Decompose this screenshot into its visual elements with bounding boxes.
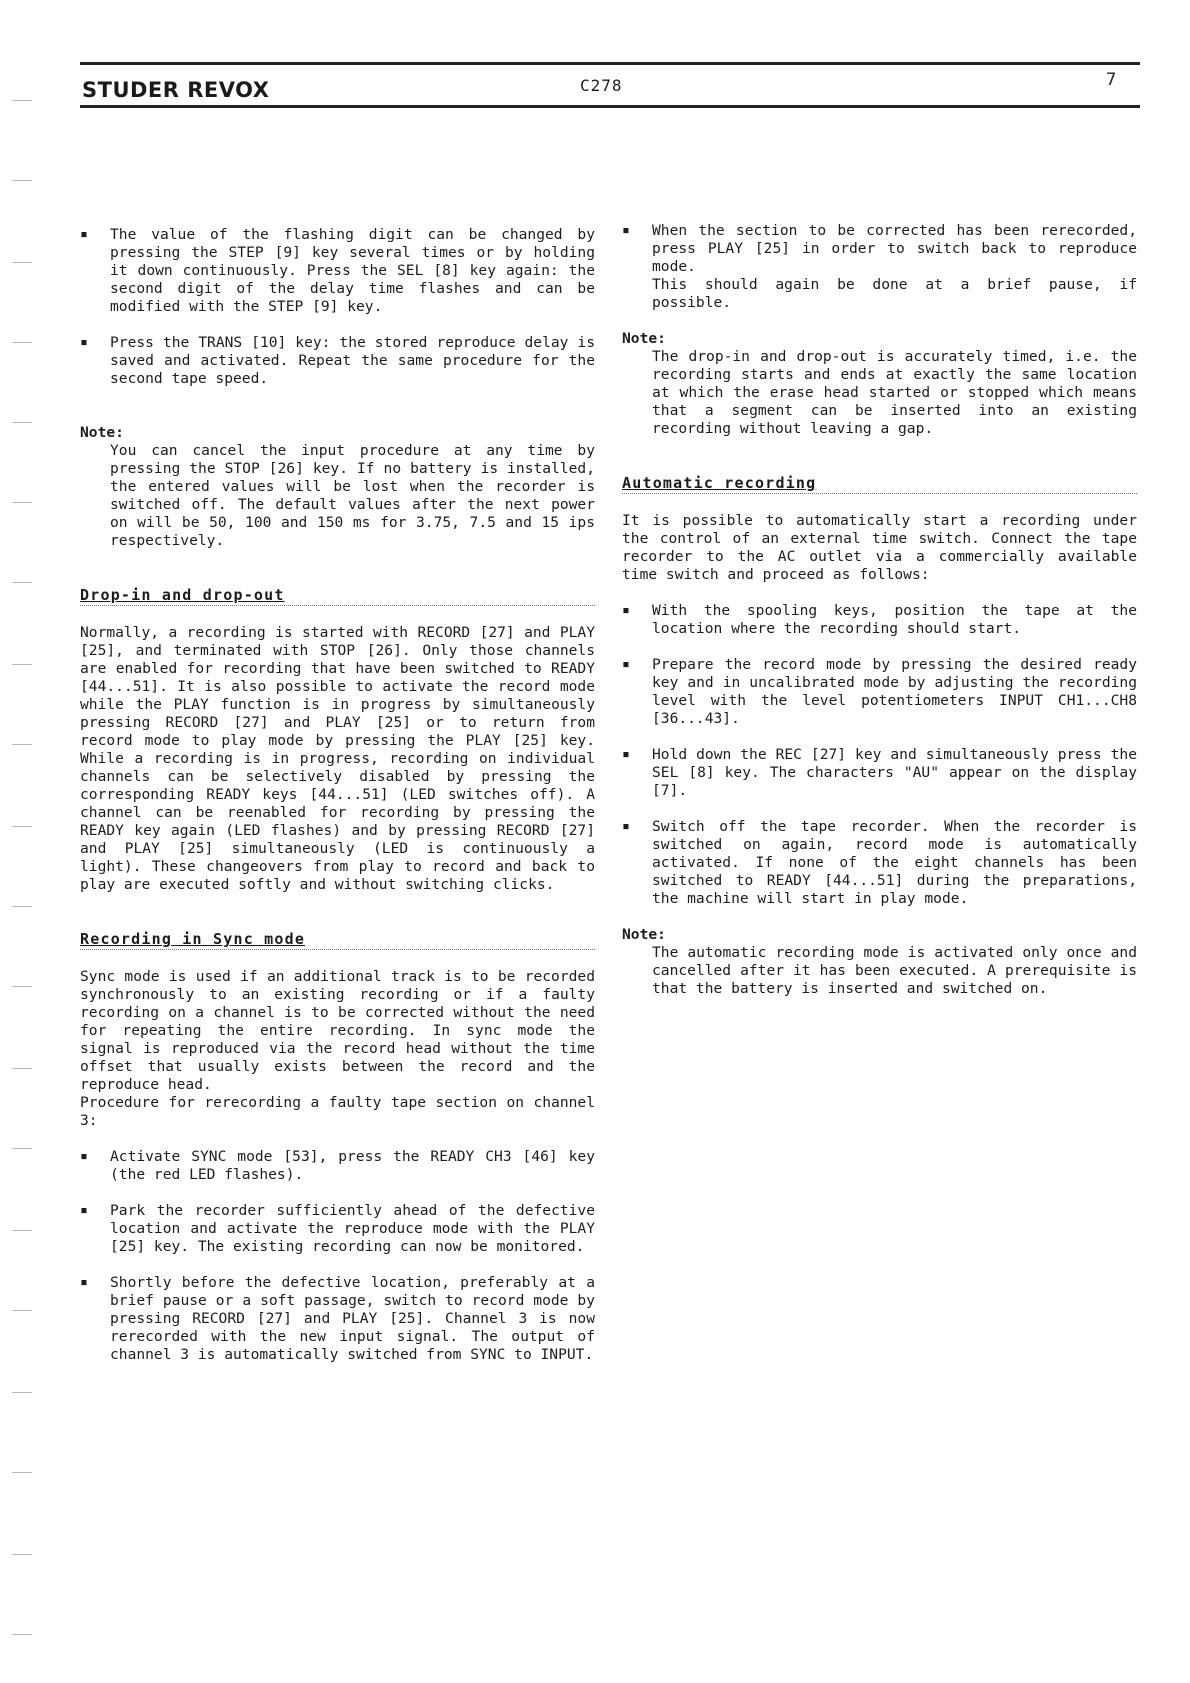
note-text: The drop-in and drop-out is accurately timed, i.e. the recording starts and ends at exactly the same location at which the erase head started or stopped which means that a segment can be inserted into an existing recording without leaving a gap. [652,348,1137,437]
left-column [80,226,595,1364]
paragraph-drop-in: Normally, a recording is started with RECORD [27] and PLAY [25], and terminated with STOP [26]. Only those channels are enabled for recording that have been switched to READY [44...51]. It is also possible to activate the record mode while the PLAY function is in progress by simultaneously pressing RECORD [27] and PLAY [25] or to return from record mode to play mode by pressing the PLAY [25] key. While a recording is in progress, recording on individual channels can be selectively disabled by pressing the corresponding READY keys [44...51] (LED switches off). A channel can be reenabled for recording by pressing the READY key again (LED flashes) and by pressing RECORD [27] and PLAY [25] simultaneously (LED is continuously a light). These changeovers from play to record and back to play are executed softly and without switching clicks. [80,624,595,893]
model-number: C278 [580,76,623,95]
bullet-section-rerecorded-cont: This should again be done at a brief pause, if possible. [652,276,1137,311]
note-label: Note: [622,330,666,347]
heading-sync-mode: Recording in Sync mode [80,930,595,950]
heading-drop-in: Drop-in and drop-out [80,586,595,606]
note-cancel [80,424,595,550]
right-column [622,222,1137,998]
note-automatic-once [622,926,1137,998]
bullet-spooling-keys: ▪ With the spooling keys, position the tape at the location where the recording should start. [622,602,1137,638]
paragraph-sync-mode: Sync mode is used if an additional track is to be recorded synchronously to an existing recording or if a faulty recording on a channel is to be corrected without the need for repeating the entire recording. In sync mode the signal is reproduced via the record head without the time offset that usually exists between the record and the reproduce head. [80,968,595,1093]
paragraph-sync-procedure: Procedure for rerecording a faulty tape section on channel 3: [80,1094,595,1129]
heading-automatic-recording: Automatic recording [622,474,1137,494]
header-rule-bottom [80,105,1140,108]
bullet-hold-rec: ▪ Hold down the REC [27] key and simultaneously press the SEL [8] key. The characters "AU" appear on the display [7]. [622,746,1137,800]
bullet-park-recorder: ▪ Park the recorder sufficiently ahead of the defective location and activate the reproduce mode with the PLAY [25] key. The existing recording can now be monitored. [80,1202,595,1256]
bullet-step-key: ▪ The value of the flashing digit can be changed by pressing the STEP [9] key several times or by holding it down continuously. Press the SEL [8] key again: the second digit of the delay time flashes and can be modified with the STEP [9] key. [80,226,595,316]
bullet-prepare-record: ▪ Prepare the record mode by pressing the desired ready key and in uncalibrated mode by adjusting the recording level with the level potentiometers INPUT CH1...CH8 [36...43]. [622,656,1137,728]
header-rule-top [80,62,1140,65]
page-number: 7 [1106,70,1117,90]
note-label: Note: [80,424,124,441]
brand-logo: STUDER REVOX [82,78,270,102]
bullet-switch-off: ▪ Switch off the tape recorder. When the recorder is switched on again, record mode is automatically activated. If none of the eight channels has been switched to READY [44...51] during the preparations, the machine will start in play mode. [622,818,1137,908]
bullet-section-rerecorded-text: ▪ When the section to be corrected has been rerecorded, press PLAY [25] in order to switch back to reproduce mode. [652,222,1137,275]
bullet-trans-key: ▪ Press the TRANS [10] key: the stored reproduce delay is saved and activated. Repeat the same procedure for the second tape speed. [80,334,595,388]
bullet-shortly-before: ▪ Shortly before the defective location, preferably at a brief pause or a soft passage, switch to record mode by pressing RECORD [27] and PLAY [25]. Channel 3 is now rerecorded with the new input signal. The output of channel 3 is automatically switched from SYNC to INPUT. [80,1274,595,1364]
bullet-section-rerecorded [622,222,1137,312]
bullet-activate-sync: ▪ Activate SYNC mode [53], press the READY CH3 [46] key (the red LED flashes). [80,1148,595,1184]
note-text: The automatic recording mode is activated only once and cancelled after it has been executed. A prerequisite is that the battery is inserted and switched on. [652,944,1137,997]
binding-margin-marks [12,0,36,1683]
paragraph-automatic-recording: It is possible to automatically start a recording under the control of an external time switch. Connect the tape recorder to the AC outlet via a commercially available time switch and proceed as follows: [622,512,1137,583]
note-text: You can cancel the input procedure at any time by pressing the STOP [26] key. If no battery is installed, the entered values will be lost when the recorder is switched off. The default values after the next power on will be 50, 100 and 150 ms for 3.75, 7.5 and 15 ips respectively. [110,442,595,549]
note-drop-in-timing [622,330,1137,438]
note-label: Note: [622,926,666,943]
